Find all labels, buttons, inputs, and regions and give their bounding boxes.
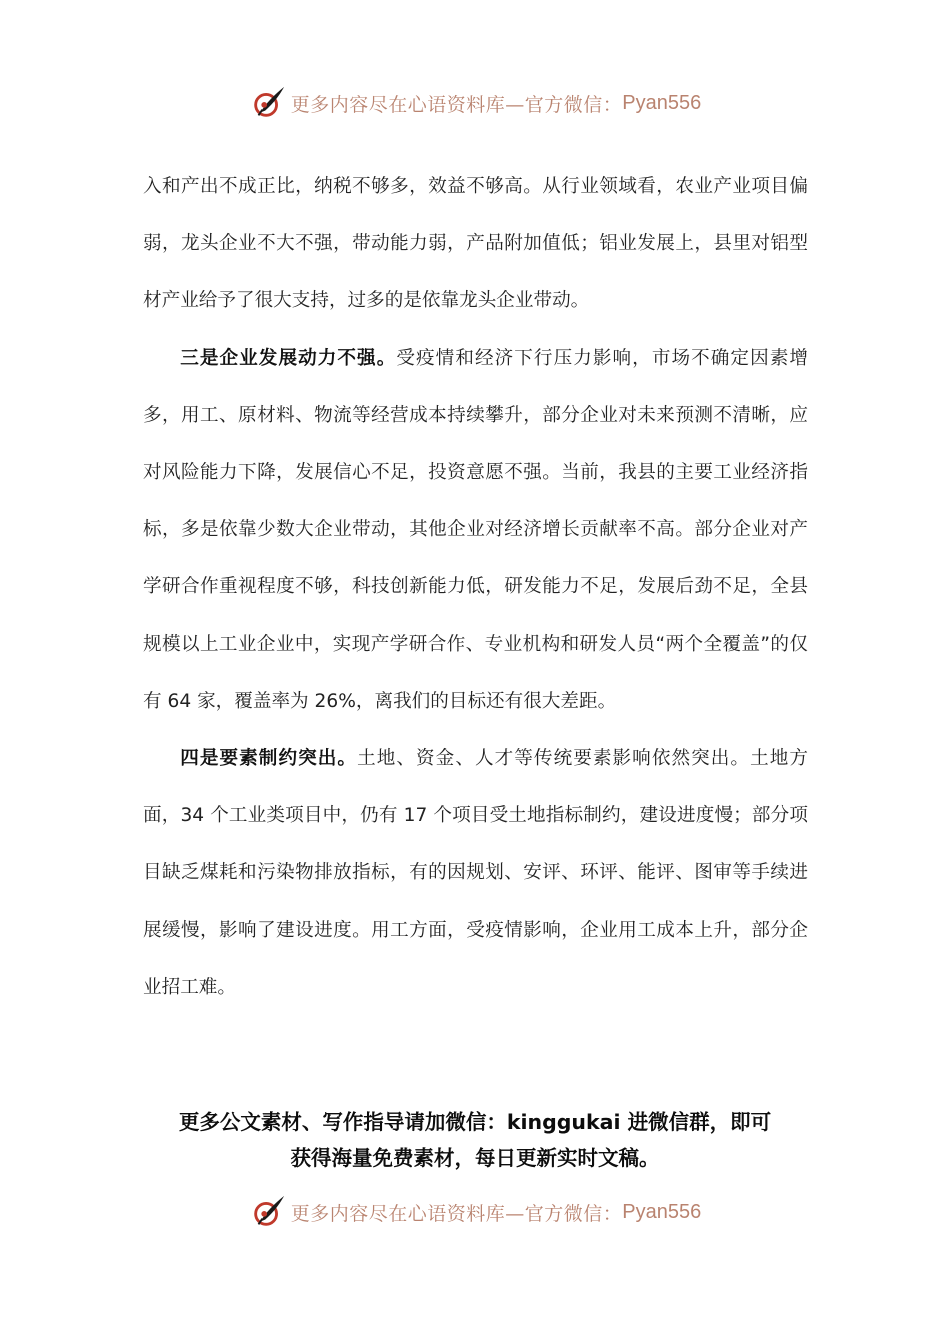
paragraph-text: 入和产出不成正比，纳税不够多，效益不够高。从行业领域看，农业产业项目偏弱，龙头企业不大不强，带动能力弱，产品附加值低；铝业发展上，县里对铝型材产业给予了很大支持，过多的是依靠龙头企业带动。 [143, 176, 808, 312]
watermark-account: Pyan556 [622, 91, 702, 114]
feather-pen-logo-icon [249, 84, 287, 122]
watermark-account: Pyan556 [622, 1200, 702, 1223]
footer-promo-note [120, 1104, 830, 1176]
watermark-text: 更多内容尽在心语资料库—官方微信： [290, 1202, 623, 1225]
watermark-text: 更多内容尽在心语资料库—官方微信： [290, 93, 623, 116]
footer-watermark [0, 1189, 950, 1235]
paragraph-section-four [143, 730, 808, 1016]
feather-pen-logo-icon [249, 1193, 287, 1231]
paragraph-lead: 四是要素制约突出。 [180, 748, 358, 770]
document-body [143, 158, 808, 1016]
paragraph-section-three [143, 330, 808, 730]
header-watermark [0, 80, 950, 126]
paragraph-continuation [143, 158, 808, 330]
paragraph-text: 土地、资金、人才等传统要素影响依然突出。土地方面，34 个工业类项目中，仍有 17 个项目受土地指标制约，建设进度慢；部分项目缺乏煤耗和污染物排放指标，有的因规划、安评、环评、能评、图审等手续进展缓慢，影响了建设进度。用工方面，受疫情影响，企业用工成本上升，部分企业招工难。 [143, 748, 808, 998]
footer-line-2: 获得海量免费素材，每日更新实时文稿。 [290, 1146, 660, 1170]
paragraph-text: 受疫情和经济下行压力影响，市场不确定因素增多，用工、原材料、物流等经营成本持续攀升，部分企业对未来预测不清晰，应对风险能力下降，发展信心不足，投资意愿不强。当前，我县的主要工业经济指标，多是依靠少数大企业带动，其他企业对经济增长贡献率不高。部分企业对产学研合作重视程度不够，科技创新能力低，研发能力不足，发展后劲不足，全县规模以上工业企业中，实现产学研合作、专业机构和研发人员“两个全覆盖”的仅有 64 家，覆盖率为 26%，离我们的目标还有很大差距。 [143, 347, 808, 712]
footer-line-1: 更多公文素材、写作指导请加微信：kinggukai 进微信群，即可 [178, 1110, 772, 1134]
paragraph-lead: 三是企业发展动力不强。 [180, 347, 397, 369]
